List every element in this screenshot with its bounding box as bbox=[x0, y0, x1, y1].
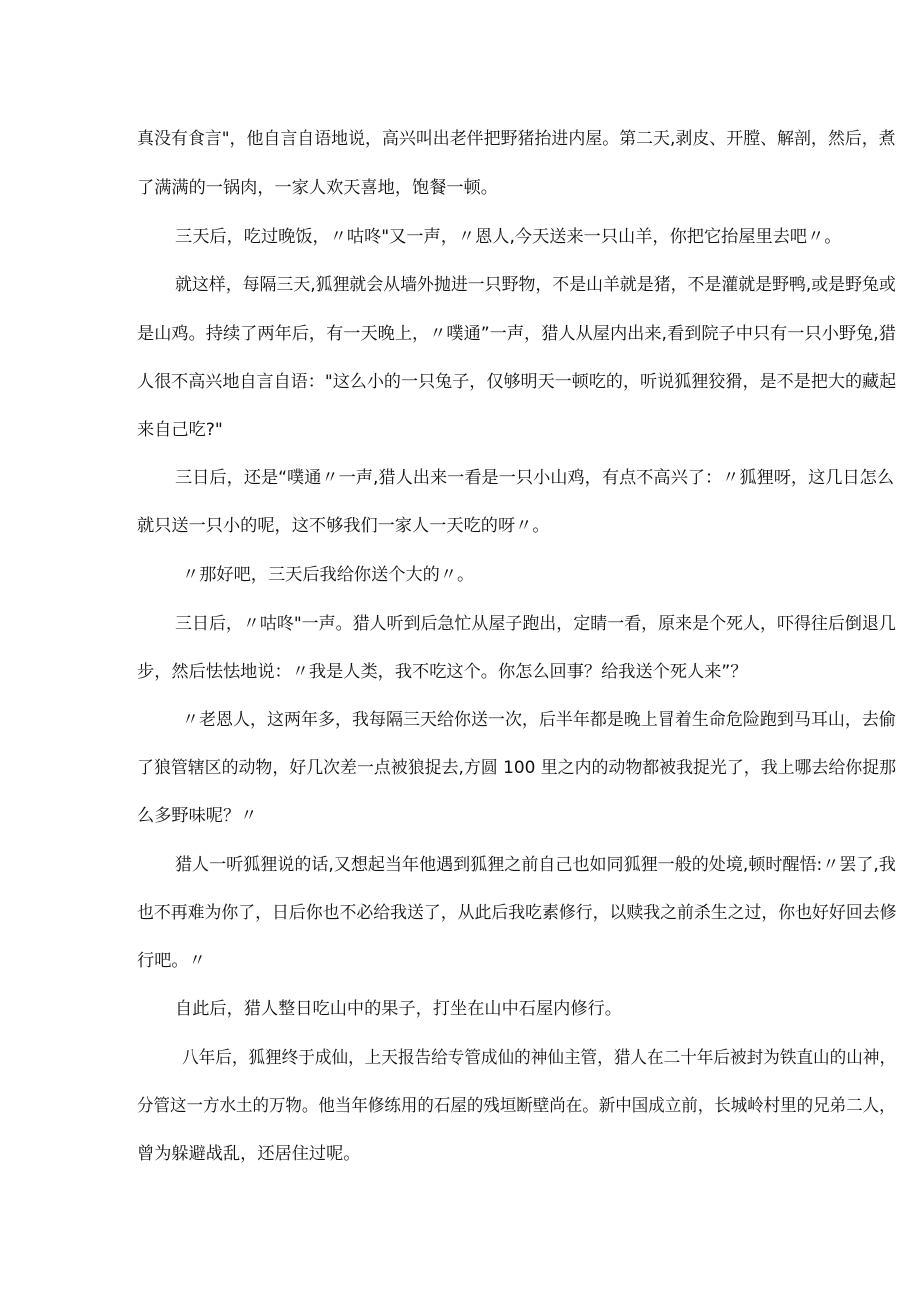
text-line: 了满满的一锅肉，一家人欢天喜地，饱餐一顿。 bbox=[137, 178, 498, 198]
text-line: 〃那好吧，三天后我给你送个大的〃。 bbox=[182, 565, 475, 585]
text-line: 是山鸡。持续了两年后，有一天晚上，〃噗通”一声，猎人从屋内出来,看到院子中只有一只小野兔,猎 bbox=[137, 324, 896, 344]
text-line: 自此后，猎人整日吃山中的果子，打坐在山中石屋内修行。 bbox=[175, 999, 622, 1019]
text-line: 步，然后怯怯地说：〃我是人类，我不吃这个。你怎么回事？给我送个死人来”？ bbox=[137, 662, 748, 682]
text-line: 三日后，还是“噗通〃一声,猎人出来一看是一只小山鸡，有点不高兴了：〃狐狸呀，这几日怎么 bbox=[175, 468, 895, 488]
text-line: 了狼管辖区的动物，好几次差一点被狼捉去,方圆 100 里之内的动物都被我捉光了，我上哪去给你捉那 bbox=[137, 758, 897, 778]
text-line: 八年后，狐狸终于成仙，上天报告给专管成仙的神仙主管，猎人在二十年后被封为铁直山的山神， bbox=[182, 1048, 897, 1068]
text-line: 三日后，〃咕咚"一声。猎人听到后急忙从屋子跑出，定睛一看，原来是个死人，吓得往后倒退几 bbox=[175, 614, 896, 634]
text-line: 分管这一方水土的万物。他当年修练用的石屋的残垣断壁尚在。新中国成立前，长城岭村里的兄弟二人， bbox=[137, 1096, 896, 1116]
text-line: 就只送一只小的呢，这不够我们一家人一天吃的呀〃。 bbox=[137, 516, 550, 536]
text-line: 么多野味呢？〃 bbox=[137, 806, 258, 826]
text-line: 人很不高兴地自言自语："这么小的一只兔子，仅够明天一顿吃的，听说狐狸狡猾，是不是把大的藏起 bbox=[137, 372, 897, 392]
text-line: 曾为躲避战乱，还居住过呢。 bbox=[137, 1144, 361, 1164]
text-line: 也不再难为你了，日后你也不必给我送了，从此后我吃素修行，以赎我之前杀生之过，你也好好回去修 bbox=[137, 903, 897, 923]
text-line: 三天后，吃过晚饭，〃咕咚"又一声，〃恩人,今天送来一只山羊，你把它抬屋里去吧〃。 bbox=[175, 227, 842, 247]
text-line: 猎人一听狐狸说的话,又想起当年他遇到狐狸之前自己也如同狐狸一般的处境,顿时醒悟:〃罢了,我 bbox=[175, 855, 896, 875]
text-line: 真没有食言"，他自言自语地说，高兴叫出老伴把野猪抬进内屋。第二天,剥皮、开膛、解剖，然后，煮 bbox=[137, 129, 896, 149]
text-line: 就这样，每隔三天,狐狸就会从墙外抛进一只野物，不是山羊就是猪，不是灌就是野鸭,或是野兔或 bbox=[175, 275, 896, 295]
text-line: 〃老恩人，这两年多，我每隔三天给你送一次，后半年都是晚上冒着生命危险跑到马耳山，去偷 bbox=[182, 710, 896, 730]
text-line: 来自己吃?" bbox=[137, 420, 223, 440]
text-line: 行吧。〃 bbox=[137, 951, 206, 971]
